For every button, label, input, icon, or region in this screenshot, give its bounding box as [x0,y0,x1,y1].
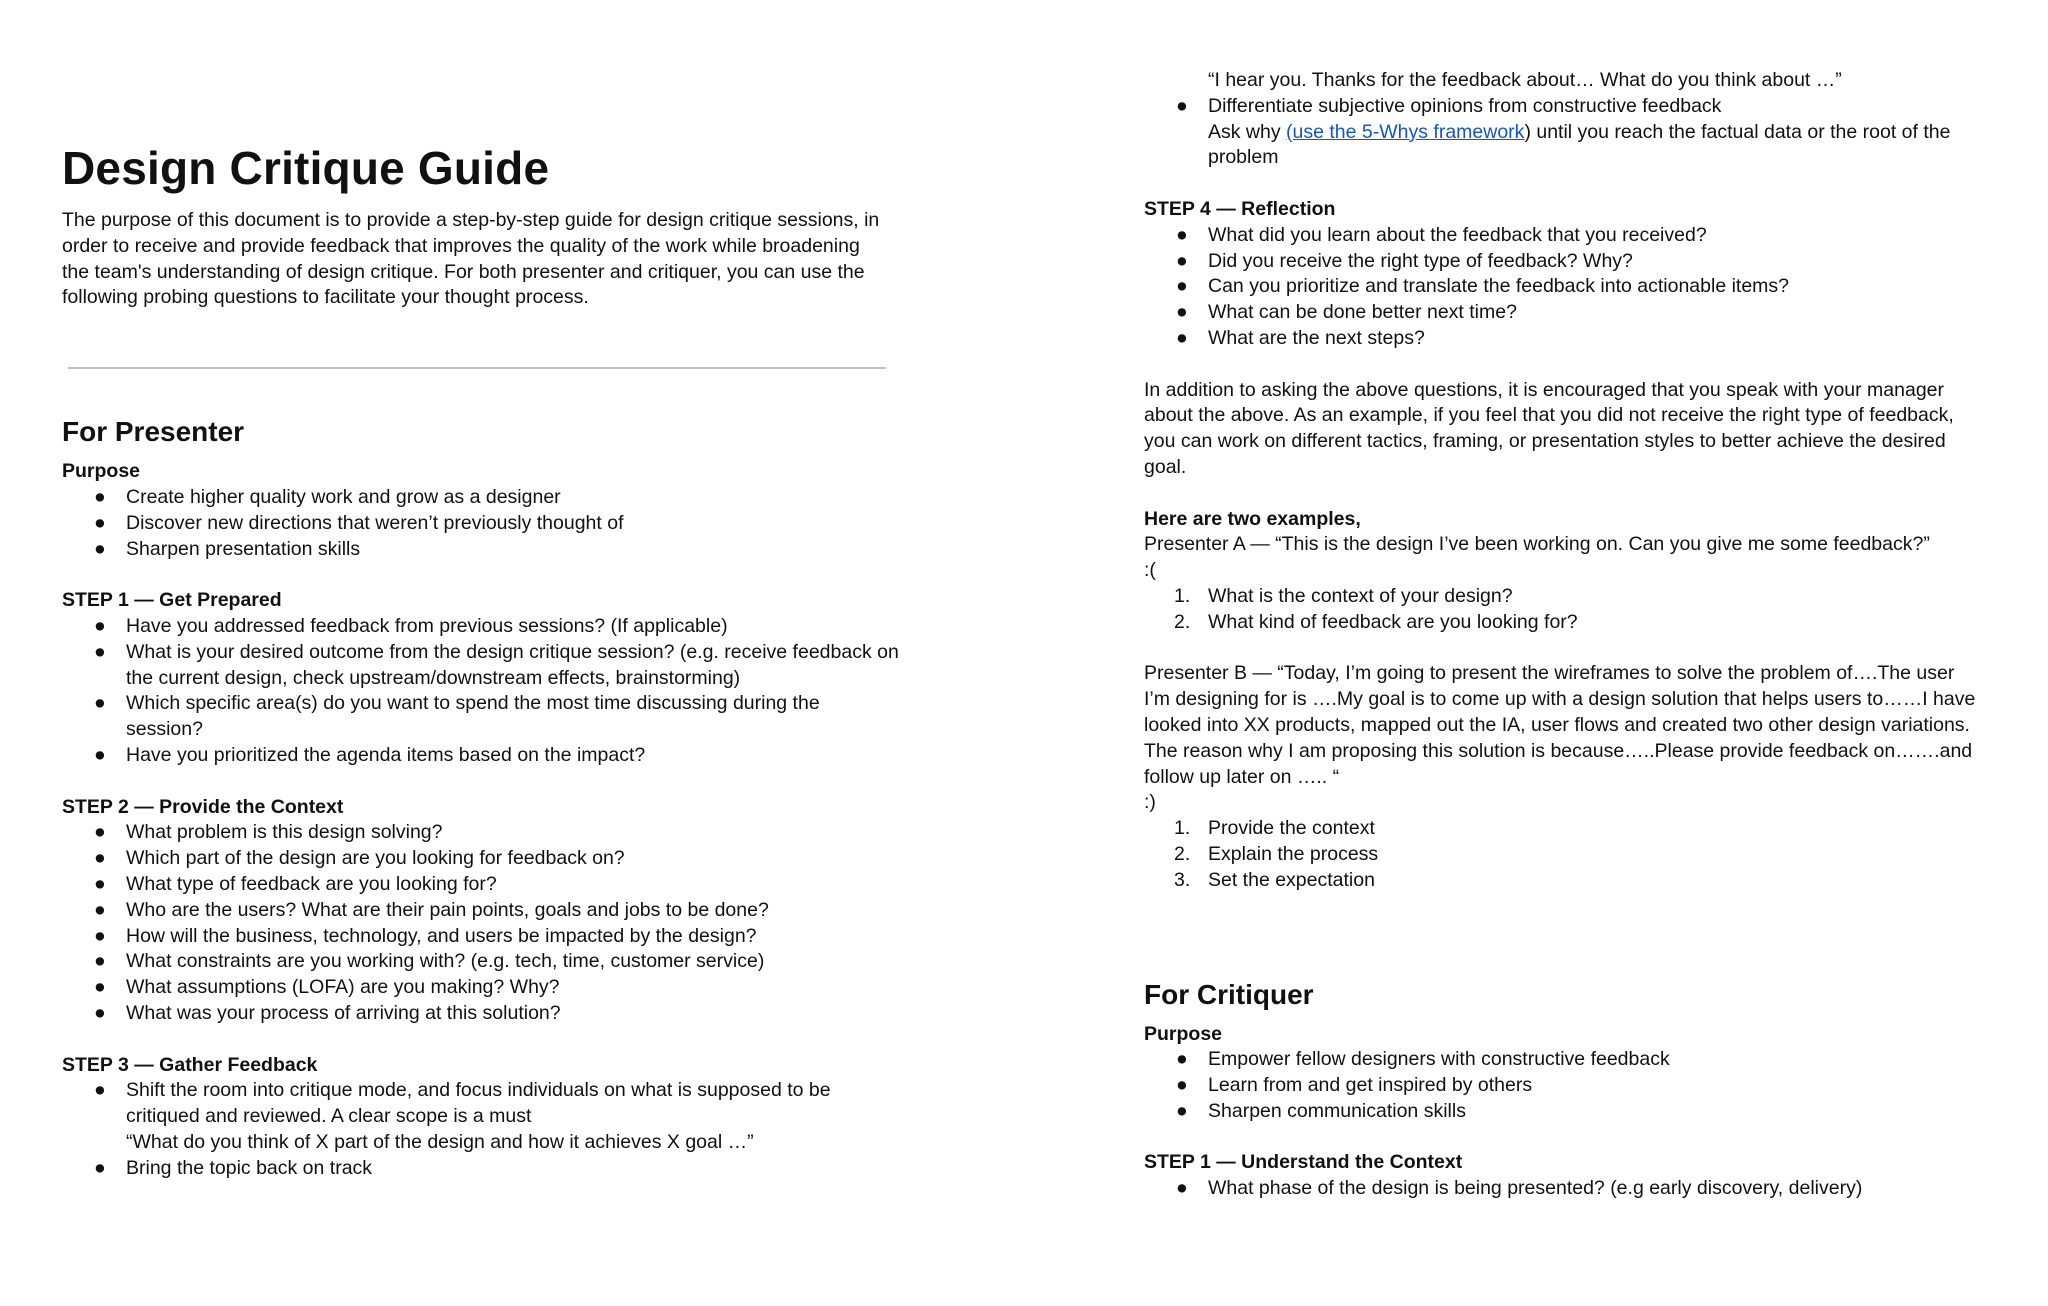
list-item: ● Did you receive the right type of feedback? Why? [1144,249,1984,275]
bullet-icon: ● [94,1001,106,1024]
list-item: ● What problem is this design solving? [62,820,902,846]
list-item: ● Which specific area(s) do you want to spend the most time discussing during the session? [94,692,820,741]
list-item: ● Bring the topic back on track [62,1156,902,1182]
bullet-icon: ● [1176,1177,1188,1200]
presenter-step3-label: STEP 3 — Gather Feedback [62,1053,318,1076]
list-item: ● Who are the users? What are their pain points, goals and jobs to be done? [62,898,902,924]
list-item: 3. Set the expectation [1174,868,1375,891]
presenter-b-list [1144,816,1984,893]
critiquer-heading: For Critiquer [1144,978,1314,1010]
bullet-icon: ● [94,872,106,895]
bullet-icon: ● [94,640,106,663]
presenter-b-example: Presenter B — “Today, I’m going to present the wireframes to solve the problem of….The user I’m designing for is ….My goal is to come up with a design solution that helps users to……I have looked into XX products, mapped out the IA, user flows and created two other design variations. The reason why I am proposing this solution is because…..Please provide feedback on…….and follow up later on ….. “ [1144,662,1976,788]
bullet-icon: ● [94,1079,106,1102]
examples-section [1144,507,1984,636]
presenter-purpose-label: Purpose [62,460,141,483]
presenter-step1-section [62,588,902,769]
list-item: ● What is your desired outcome from the design critique session? (e.g. receive feedback on the current design, check upstream/downstream effects, brainstorming) [94,640,899,689]
list-item: ● Discover new directions that weren’t previously thought of [62,511,902,537]
critiquer-step1-list [1144,1176,1984,1202]
sad-face: :( [1144,559,1156,582]
presenter-step4-section [1144,197,1984,352]
list-item: ● What type of feedback are you looking for? [62,872,902,898]
critiquer-step1-section [1144,1150,1984,1202]
bullet-icon: ● [1176,275,1188,298]
list-item: ● What assumptions (LOFA) are you making? Why? [62,975,902,1001]
bullet-icon: ● [1176,301,1188,324]
bullet-icon: ● [94,847,106,870]
bullet-icon: ● [1176,1099,1188,1122]
bullet-icon: ● [94,924,106,947]
bullet-icon: ● [1176,1048,1188,1071]
list-item: ● Can you prioritize and translate the feedback into actionable items? [1144,274,1984,300]
addition-section [1144,378,1984,481]
presenter-purpose-list [62,485,902,562]
presenter-step3-continued [1144,68,1984,171]
left-column [62,0,902,1182]
list-item: ● Learn from and get inspired by others [1144,1073,1984,1099]
list-item: ● What can be done better next time? [1144,300,1984,326]
presenter-step1-list [62,614,902,769]
example-quote: “What do you think of X part of the design and how it achieves X goal …” [126,1130,754,1153]
right-column [1144,0,1984,1202]
presenter-step2-list [62,820,902,1026]
presenter-step3-list-continued [1144,94,1984,171]
list-item: ● What was your process of arriving at this solution? [62,1001,902,1027]
bullet-icon: ● [94,1156,106,1179]
list-item: ● Shift the room into critique mode, and focus individuals on what is supposed to be critiqued and reviewed. A clear scope is a must “What do you think of X part of the design and how it achieves X goal …” [94,1079,831,1153]
bullet-icon: ● [94,614,106,637]
presenter-a-list [1144,584,1984,636]
list-item: ● What phase of the design is being presented? (e.g early discovery, delivery) [1144,1176,1984,1202]
presenter-step4-label: STEP 4 — Reflection [1144,197,1336,220]
presenter-step4-list [1144,223,1984,352]
addition-paragraph: In addition to asking the above questions, it is encouraged that you speak with your manager about the above. As an example, if you feel that you did not receive the right type of feedback, you can work on different tactics, framing, or presentation styles to better achieve the desired goal. [1144,378,1954,478]
list-item: 2. What kind of feedback are you looking for? [1174,610,1578,633]
presenter-purpose-section [62,459,902,562]
bullet-icon: ● [94,976,106,999]
presenter-b-section [1144,661,1984,893]
list-item: ● Create higher quality work and grow as a designer [62,485,902,511]
bullet-icon: ● [94,511,106,534]
presenter-step2-section [62,795,902,1027]
bullet-icon: ● [94,537,106,560]
list-item: ● What did you learn about the feedback that you received? [1144,223,1984,249]
bullet-icon: ● [1176,223,1188,246]
list-item: ● Have you addressed feedback from previous sessions? (If applicable) [62,614,902,640]
bullet-icon: ● [1176,326,1188,349]
intro-paragraph: The purpose of this document is to provide a step-by-step guide for design critique sessions, in order to receive and provide feedback that improves the quality of the work while broadening the team's understanding of design critique. For both presenter and critiquer, you can use the following probing questions to facilitate your thought process. [62,209,880,309]
bullet-icon: ● [94,898,106,921]
list-item: ● Differentiate subjective opinions from constructive feedback Ask why (use the 5-Whys framework) until you reach the factual data or the root of the problem [1176,94,1951,169]
bullet-icon: ● [1176,1074,1188,1097]
presenter-step1-label: STEP 1 — Get Prepared [62,589,282,612]
presenter-step3-section [62,1053,902,1182]
list-item: ● Sharpen communication skills [1144,1099,1984,1125]
five-whys-link[interactable]: (use the 5-Whys framework [1286,120,1525,143]
bullet-icon: ● [1176,94,1188,117]
presenter-a-example: Presenter A — “This is the design I’ve been working on. Can you give me some feedback?” [1144,533,1930,556]
critiquer-step1-label: STEP 1 — Understand the Context [1144,1151,1463,1174]
list-item: ● How will the business, technology, and users be impacted by the design? [62,924,902,950]
presenter-heading: For Presenter [62,416,245,448]
list-item: ● Sharpen presentation skills [62,537,902,563]
bullet-icon: ● [94,950,106,973]
bullet-icon: ● [94,485,106,508]
critiquer-purpose-section [1144,1022,1984,1125]
happy-face: :) [1144,791,1156,814]
list-item: ● What are the next steps? [1144,326,1984,352]
bullet-icon: ● [94,743,106,766]
list-item: 1. What is the context of your design? [1174,584,1513,607]
critiquer-purpose-label: Purpose [1144,1022,1223,1045]
bullet-icon: ● [94,821,106,844]
list-item: ● What constraints are you working with? (e.g. tech, time, customer service) [62,949,902,975]
document-title: Design Critique Guide [62,142,550,194]
list-item: ● Which part of the design are you looking for feedback on? [62,846,902,872]
list-item: ● Empower fellow designers with constructive feedback [1144,1047,1984,1073]
presenter-step3-list [62,1078,902,1181]
bullet-icon: ● [1176,249,1188,272]
list-item: ● Have you prioritized the agenda items based on the impact? [62,743,902,769]
critiquer-purpose-list [1144,1047,1984,1124]
list-item: 1. Provide the context [1174,817,1375,840]
examples-label: Here are two examples, [1144,507,1361,530]
example-quote: “I hear you. Thanks for the feedback about… What do you think about …” [1208,69,1842,91]
bullet-icon: ● [94,692,106,715]
horizontal-divider [68,367,886,369]
list-item: 2. Explain the process [1174,842,1379,865]
presenter-step2-label: STEP 2 — Provide the Context [62,795,344,818]
